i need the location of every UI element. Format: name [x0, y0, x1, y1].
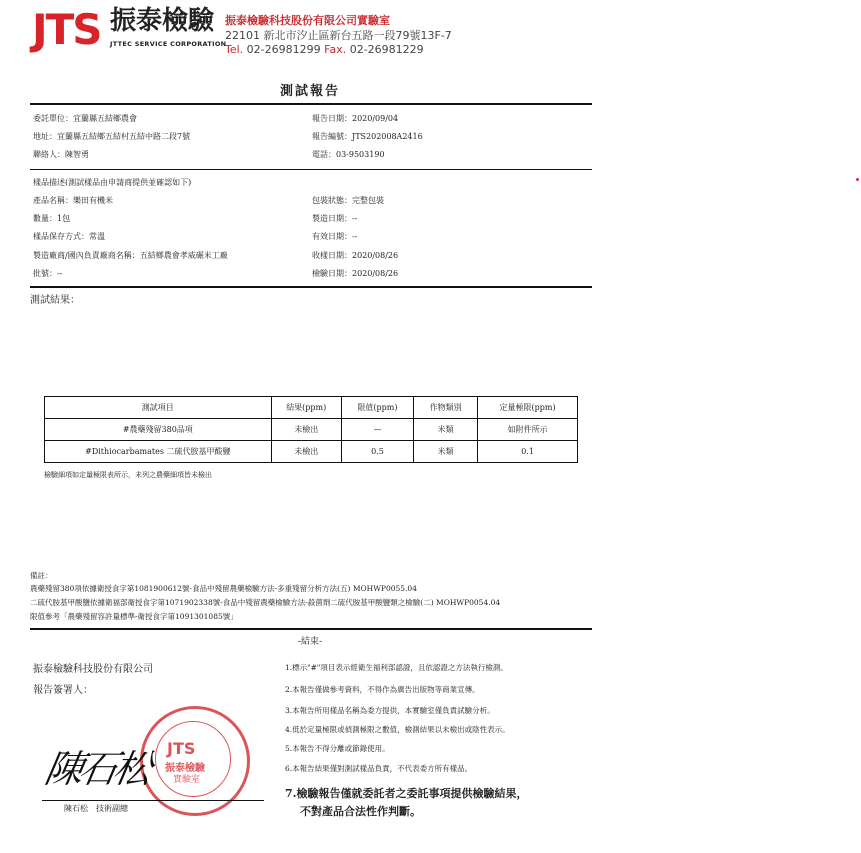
table-row	[45, 419, 578, 441]
tel-label: Tel.	[225, 43, 244, 56]
title-rule	[30, 103, 592, 105]
table-footnote: 檢驗細項如定量極限表所示，未列之農藥細項皆未檢出	[44, 471, 212, 479]
table-cell: 0.5	[341, 441, 413, 463]
sample-package: 包裝狀態：完整包裝	[312, 196, 384, 205]
seal-mark: JTS	[167, 739, 196, 758]
note-item: 6.本報告結果僅對測試樣品負責，不代表委方所有樣品。	[285, 764, 473, 773]
remark-line: 農藥殘留380項依據衛授食字第1081900612號-食品中殘留農藥檢驗方法-多重殘留分析方法(五) MOHWP0055.04	[30, 584, 417, 593]
fax-number: 02-26981229	[349, 43, 424, 56]
handwritten-signature: 陳石松	[41, 747, 152, 791]
client-contact: 聯絡人：陳智勇	[33, 150, 89, 159]
table-header-cell: 結果(ppm)	[271, 397, 341, 419]
table-row	[45, 441, 578, 463]
remark-line: 二硫代胺基甲酸鹽依據衛福部衛授食字第1071902338號-食品中殘留農藥檢驗方法-殺菌劑二硫代胺基甲酸鹽類之檢驗(二) MOHWP0054.04	[30, 598, 501, 607]
sample-name: 產品名稱：樂田有機米	[33, 196, 113, 205]
sample-test-date: 檢驗日期：2020/08/26	[312, 269, 399, 278]
client-address: 地址：宜蘭縣五結鄉五結村五結中路二段7號	[33, 132, 191, 141]
table-header-cell: 限值(ppm)	[341, 397, 413, 419]
company-logo-english: JTTEC SERVICE CORPORATION	[110, 40, 227, 48]
fax-label: Fax.	[324, 43, 347, 56]
company-signature-name: 振泰檢驗科技股份有限公司	[33, 664, 153, 675]
company-logo-mark: JTS	[32, 5, 101, 54]
sample-description: 樣品描述(測試樣品由申請商提供並確認如下)	[33, 178, 192, 187]
table-header-row	[45, 397, 578, 419]
client-phone: 電話：03-9503190	[312, 150, 385, 159]
table-cell: 0.1	[478, 441, 578, 463]
note-item: 5.本報告不得分離或節錄使用。	[285, 744, 390, 753]
note-item: 3.本報告所用樣品名稱為委方提供，本實驗室僅負責試驗分析。	[285, 706, 495, 715]
sample-batch: 批號：--	[33, 269, 63, 278]
table-header-cell: 定量極限(ppm)	[478, 397, 578, 419]
section-rule	[30, 169, 592, 170]
company-contact-line	[225, 43, 424, 57]
note-item: 1.標示"#"項目表示經衛生福利部認證，且依認證之方法執行檢測。	[285, 663, 508, 672]
stray-dot	[856, 178, 859, 181]
sample-quantity: 數量：1包	[33, 214, 71, 223]
note-item-emphasis: 7.檢驗報告僅就委託者之委託事項提供檢驗結果，	[285, 787, 528, 800]
sample-mfg-date: 製造日期：--	[312, 214, 358, 223]
report-title: 測試報告	[279, 84, 340, 99]
sample-exp-date: 有效日期：--	[312, 232, 358, 241]
table-cell: 米類	[414, 441, 478, 463]
table-cell: 未檢出	[271, 441, 341, 463]
signature-line	[42, 800, 264, 801]
table-cell: #Dithiocarbamates 二硫代胺基甲酸鹽	[45, 441, 272, 463]
results-table	[44, 396, 578, 463]
end-rule	[30, 628, 592, 630]
signer-label: 報告簽署人：	[33, 685, 93, 696]
results-label: 測試結果：	[30, 295, 80, 306]
remark-line: 限值參考「農藥殘留容許量標準-衛授食字第1091301085號」	[30, 612, 238, 621]
note-item: 2.本報告僅做參考資料，不得作為廣告出版物等商業宣傳。	[285, 685, 480, 694]
sample-received-date: 收樣日期：2020/08/26	[312, 251, 399, 260]
seal-line-2: 實驗室	[173, 775, 201, 785]
sample-storage: 樣品保存方式：常溫	[33, 232, 105, 241]
table-header-cell: 作物類別	[414, 397, 478, 419]
section-rule	[30, 286, 592, 288]
sample-maker: 製造廠商/國內負責廠商名稱：五結鄉農會孝威碾米工廠	[33, 251, 228, 260]
remarks-label: 備註：	[30, 571, 53, 580]
table-cell: —	[341, 419, 413, 441]
company-logo-name: 振泰檢驗	[110, 6, 215, 36]
table-cell: 如附件所示	[478, 419, 578, 441]
note-item-emphasis: 不對產品合法性作判斷。	[300, 805, 421, 818]
report-date: 報告日期：2020/09/04	[312, 114, 399, 123]
end-mark: -結束-	[297, 637, 323, 647]
table-cell: 米類	[414, 419, 478, 441]
seal-line-1: 振泰檢驗	[165, 763, 205, 774]
company-address: 22101 新北市汐止區新台五路一段79號13F-7	[225, 29, 452, 42]
table-cell: 未檢出	[271, 419, 341, 441]
signer-name-title: 陳石松 技術副總	[64, 804, 128, 813]
tel-number: 02-26981299	[246, 43, 321, 56]
table-header-cell: 測試項目	[45, 397, 272, 419]
table-cell: #農藥殘留380品項	[45, 419, 272, 441]
note-item: 4.低於定量極限或偵測極限之數值，檢測結果以未檢出或陰性表示。	[285, 725, 510, 734]
report-number: 報告編號：JTS202008A2416	[312, 132, 423, 141]
client-unit: 委託單位：宜蘭縣五結鄉農會	[33, 114, 137, 123]
company-full-name: 振泰檢驗科技股份有限公司實驗室	[225, 14, 390, 27]
